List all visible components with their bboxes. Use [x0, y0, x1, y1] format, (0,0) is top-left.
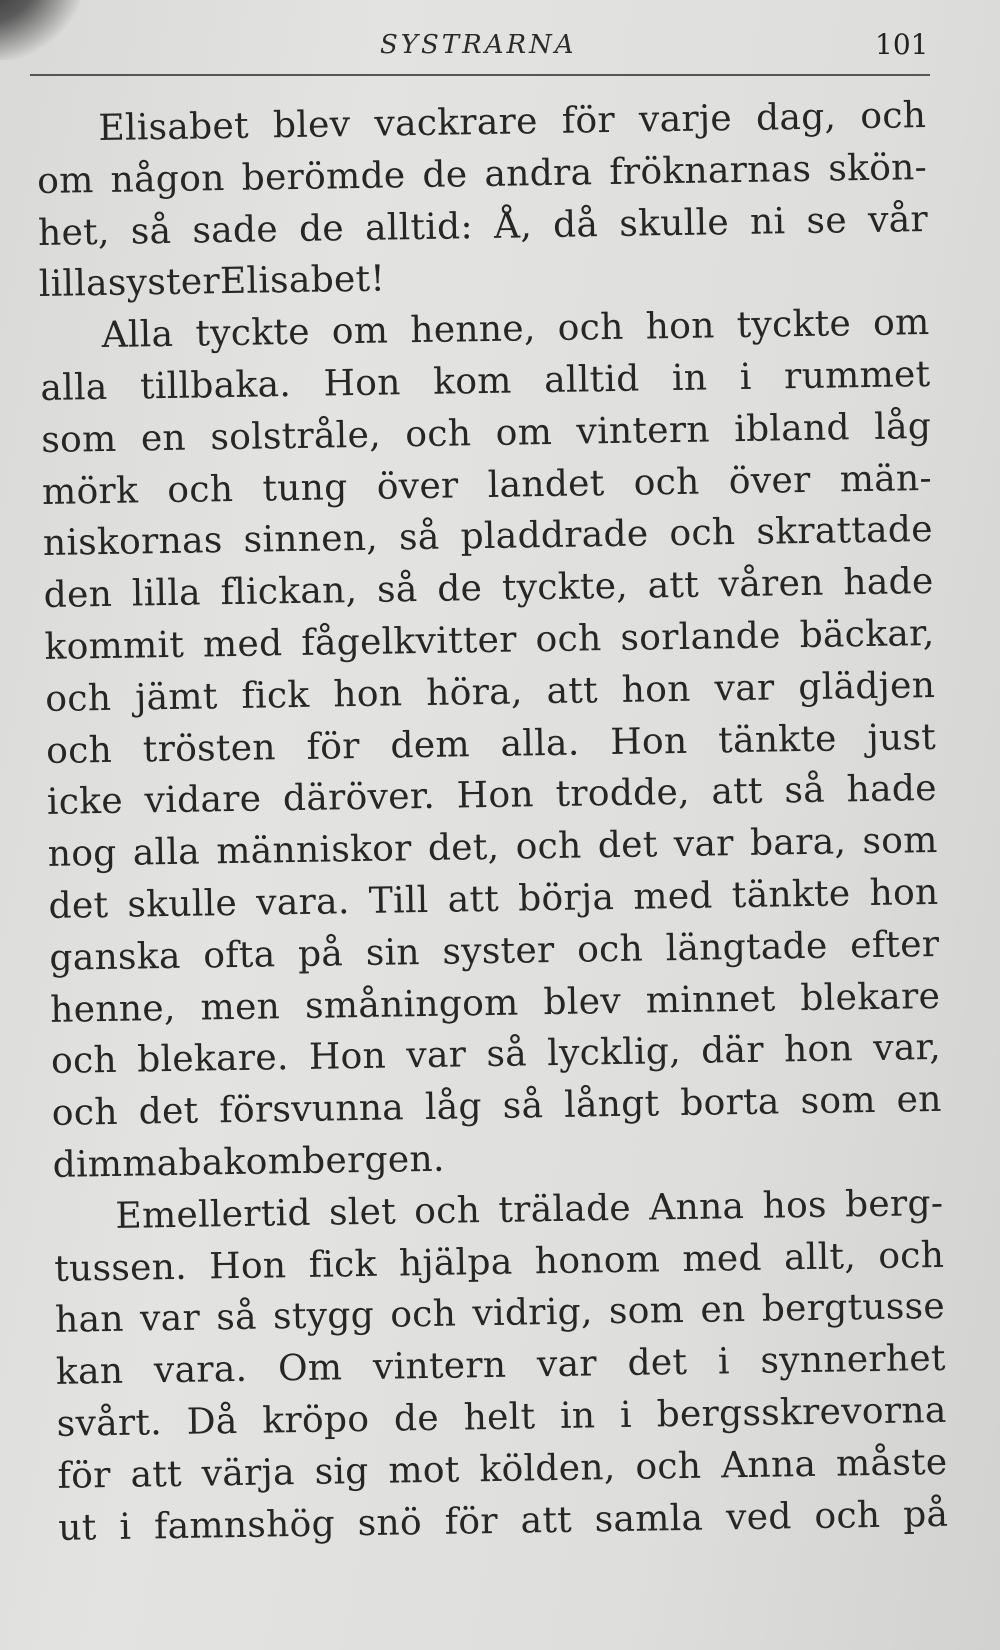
word: småningom [304, 982, 519, 1027]
word: berg- [844, 1182, 944, 1226]
word: som [862, 820, 938, 863]
word: fröknarnas [608, 148, 812, 193]
word: helt [463, 1396, 536, 1439]
word: och [515, 825, 582, 868]
word: om [36, 159, 94, 202]
word: alla [132, 831, 201, 874]
word: henne, [49, 987, 176, 1031]
word: och [814, 1494, 881, 1537]
word: med [633, 875, 714, 918]
word: solstråle, [210, 414, 382, 459]
word: vackrare [374, 101, 539, 145]
word: trodde, [555, 772, 691, 816]
word: se [806, 199, 848, 242]
word: blekare [800, 975, 941, 1019]
word: att [130, 1453, 183, 1496]
word: var, [872, 1027, 942, 1070]
word: han [54, 1299, 125, 1342]
word: hjälpa [398, 1241, 513, 1284]
word: och [669, 512, 736, 555]
word: någon [110, 157, 225, 201]
word: minnet [645, 978, 776, 1022]
word: trösten [142, 726, 277, 770]
word: och [535, 618, 602, 661]
word: med [202, 623, 283, 666]
word: för [561, 99, 616, 142]
page-header [30, 22, 930, 76]
running-title: SYSTRARNA [380, 30, 577, 60]
word: syster [107, 261, 221, 305]
word: blev [272, 104, 351, 147]
word: bergsskrevorna [656, 1389, 947, 1436]
word: så [398, 517, 440, 559]
word: med [682, 1237, 763, 1280]
word: ut [58, 1506, 97, 1549]
word: på [902, 1493, 949, 1536]
word: tung [262, 466, 348, 510]
word: människor [215, 828, 412, 873]
word: sorlande [620, 615, 782, 659]
word: syster [442, 929, 555, 973]
word: tyckte [736, 303, 852, 347]
word: det [627, 1342, 688, 1384]
word: i [739, 356, 752, 398]
word: dag, [755, 96, 837, 139]
word: Om [277, 1347, 343, 1390]
word: bergtusse [761, 1286, 946, 1331]
word: jämt [134, 675, 218, 719]
word: stygg [272, 1295, 375, 1338]
word: så [215, 1297, 258, 1339]
word: famnshög [153, 1502, 336, 1547]
word: alla [40, 366, 108, 409]
word: sig [314, 1450, 369, 1493]
word: blev [543, 980, 622, 1023]
word: lycklig, [546, 1031, 682, 1075]
word: honom [534, 1238, 661, 1282]
word: över [376, 464, 459, 508]
word: och [633, 461, 700, 504]
word: kan [55, 1350, 124, 1393]
word: det [138, 1090, 199, 1133]
word: bakom [178, 1140, 303, 1184]
word: alltid [543, 358, 640, 402]
word: i [119, 1506, 132, 1548]
word: allt, [783, 1235, 857, 1278]
word: mörk [41, 470, 139, 513]
word: Hon [609, 720, 688, 763]
word: kröpo [262, 1398, 370, 1442]
word: alltid: [364, 205, 474, 249]
word: då [552, 203, 599, 246]
word: sade [192, 208, 279, 252]
word: slet [328, 1191, 397, 1234]
word: och [405, 412, 472, 456]
word: sin [365, 931, 421, 974]
word: män- [839, 457, 933, 500]
word: höra, [425, 671, 523, 714]
word: där [700, 1030, 765, 1073]
word: efter [849, 923, 940, 967]
word: en [700, 1289, 746, 1332]
word: vintern [372, 1344, 507, 1388]
word: de [436, 568, 483, 610]
word: över [728, 459, 811, 502]
word: hon [333, 673, 403, 716]
word: skulle [127, 882, 238, 926]
word: nog [47, 832, 117, 876]
word: värja [201, 1451, 296, 1495]
word: låg [424, 1086, 483, 1129]
word: som [40, 418, 117, 461]
word: dem [390, 723, 471, 767]
body-text [36, 90, 949, 1554]
word: blekare. [136, 1037, 289, 1081]
word: var [405, 1034, 467, 1077]
word: Elisabet [98, 105, 250, 150]
word: icke [46, 781, 124, 824]
word: tänkte [731, 873, 851, 917]
word: och [859, 95, 927, 138]
word: vintern [576, 409, 711, 453]
word: glädjen [798, 664, 936, 708]
word: flickan, [220, 570, 358, 614]
word: de [393, 1397, 440, 1440]
word: börja [517, 876, 615, 920]
word: så [130, 210, 172, 253]
word: var [536, 1343, 598, 1386]
word: som [800, 1080, 877, 1123]
word: hon [783, 1028, 854, 1071]
word: Hon [323, 362, 401, 405]
word: däröver. [282, 776, 436, 820]
word: så [486, 1033, 528, 1076]
word: pladdrade [460, 513, 649, 558]
word: längtade [665, 925, 828, 969]
page-number: 101 [875, 28, 929, 61]
word: på [297, 933, 344, 975]
word: in [559, 1395, 596, 1437]
word: Emellertid [115, 1192, 312, 1237]
word: som [608, 1290, 685, 1333]
word: var [139, 1297, 201, 1340]
word: ved [725, 1495, 792, 1538]
word: hon [621, 668, 691, 711]
word: och [50, 1040, 118, 1083]
word: Å, [493, 204, 533, 247]
word: bergen. [301, 1138, 446, 1182]
word: de [298, 207, 345, 250]
word: kölden, [479, 1446, 616, 1490]
word: en [896, 1079, 943, 1121]
word: fågelkvitter [300, 619, 517, 664]
word: tillbaka. [139, 364, 292, 408]
word: det [48, 884, 109, 927]
word: de [422, 154, 468, 196]
word: svårt. [56, 1402, 163, 1445]
word: och [389, 1293, 457, 1336]
word: våren [718, 562, 824, 606]
word: vår [867, 198, 929, 241]
word: vidrig, [472, 1291, 593, 1335]
word: det, [427, 826, 500, 870]
word: bäckar, [799, 612, 935, 657]
word: skrattade [756, 509, 934, 554]
word: synnerhet [760, 1337, 947, 1382]
word: den [43, 574, 113, 617]
word: tyckte, [501, 565, 629, 609]
word: Hon [308, 1035, 387, 1079]
word: berömde [241, 155, 406, 199]
word: ofta [202, 934, 276, 977]
word: varje [638, 98, 733, 141]
word: ibland [733, 407, 851, 450]
word: Elisabet! [219, 258, 386, 303]
word: borta [679, 1081, 780, 1125]
word: måste [835, 1441, 948, 1485]
word: en [140, 417, 187, 460]
word: Anna [720, 1443, 817, 1487]
word: och [167, 468, 234, 511]
word: hade [843, 561, 934, 604]
word: och [557, 306, 624, 350]
word: var [714, 667, 775, 710]
word: andra [484, 152, 593, 195]
word: hon [869, 871, 939, 914]
word: låg [873, 405, 932, 448]
word: men [200, 985, 281, 1029]
word: Anna [648, 1185, 745, 1229]
word: samla [594, 1497, 704, 1540]
word: vara. [255, 881, 350, 924]
word: om [872, 302, 930, 345]
word: och [51, 1091, 119, 1135]
word: Hon [208, 1244, 287, 1287]
word: var [673, 823, 735, 866]
word: så [784, 770, 826, 812]
word: lilla [131, 572, 202, 615]
word: Hon [456, 774, 535, 817]
word: alla. [500, 722, 580, 765]
word: tyckte [195, 311, 311, 355]
word: och [877, 1234, 945, 1277]
word: ni [749, 200, 786, 243]
word: vara. [153, 1348, 248, 1392]
word: rummet [783, 353, 931, 398]
word: just [867, 716, 937, 759]
word: bara, [749, 821, 847, 865]
word: att [711, 771, 764, 813]
word: het, [37, 211, 110, 254]
word: henne, [409, 308, 537, 352]
word: och [45, 677, 112, 720]
word: att [647, 564, 700, 607]
word: mot [388, 1449, 460, 1492]
word: fick [308, 1243, 377, 1286]
word: att [546, 670, 599, 712]
word: vidare [144, 778, 262, 822]
word: hade [846, 768, 938, 811]
word: och [635, 1445, 702, 1488]
word: landet [487, 462, 605, 506]
word: hos [762, 1184, 828, 1227]
word: långt [563, 1083, 660, 1126]
word: och [413, 1189, 481, 1232]
word: det [597, 824, 658, 867]
word: Till [368, 879, 429, 922]
word: att [447, 878, 500, 921]
word: för [444, 1500, 499, 1543]
word: tänkte [717, 718, 838, 761]
word: att [520, 1499, 573, 1542]
word: Då [186, 1400, 238, 1443]
word: och [45, 729, 113, 772]
word: om [495, 411, 553, 454]
word: snö [357, 1501, 423, 1544]
word: ganska [49, 935, 181, 979]
word: försvunna [218, 1087, 405, 1132]
word: Alla [101, 314, 174, 357]
word: fick [241, 674, 310, 717]
word: trälade [498, 1187, 632, 1231]
word: för [57, 1454, 111, 1497]
word: sinnen, [243, 518, 379, 562]
word: så [376, 569, 418, 611]
word: för [306, 725, 360, 768]
word: niskornas [42, 520, 223, 565]
word: i [717, 1341, 731, 1383]
word: så [502, 1085, 544, 1127]
word: skön- [827, 146, 928, 190]
word: tussen. [53, 1246, 188, 1290]
word: lilla [38, 263, 109, 306]
word: i [619, 1394, 633, 1436]
word: och [576, 928, 644, 971]
word: dimma [52, 1142, 179, 1186]
word: om [331, 310, 389, 353]
word: kom [432, 360, 513, 403]
word: hon [645, 305, 715, 348]
word: kommit [44, 624, 185, 668]
word: skulle [619, 201, 730, 245]
word: in [671, 357, 708, 400]
